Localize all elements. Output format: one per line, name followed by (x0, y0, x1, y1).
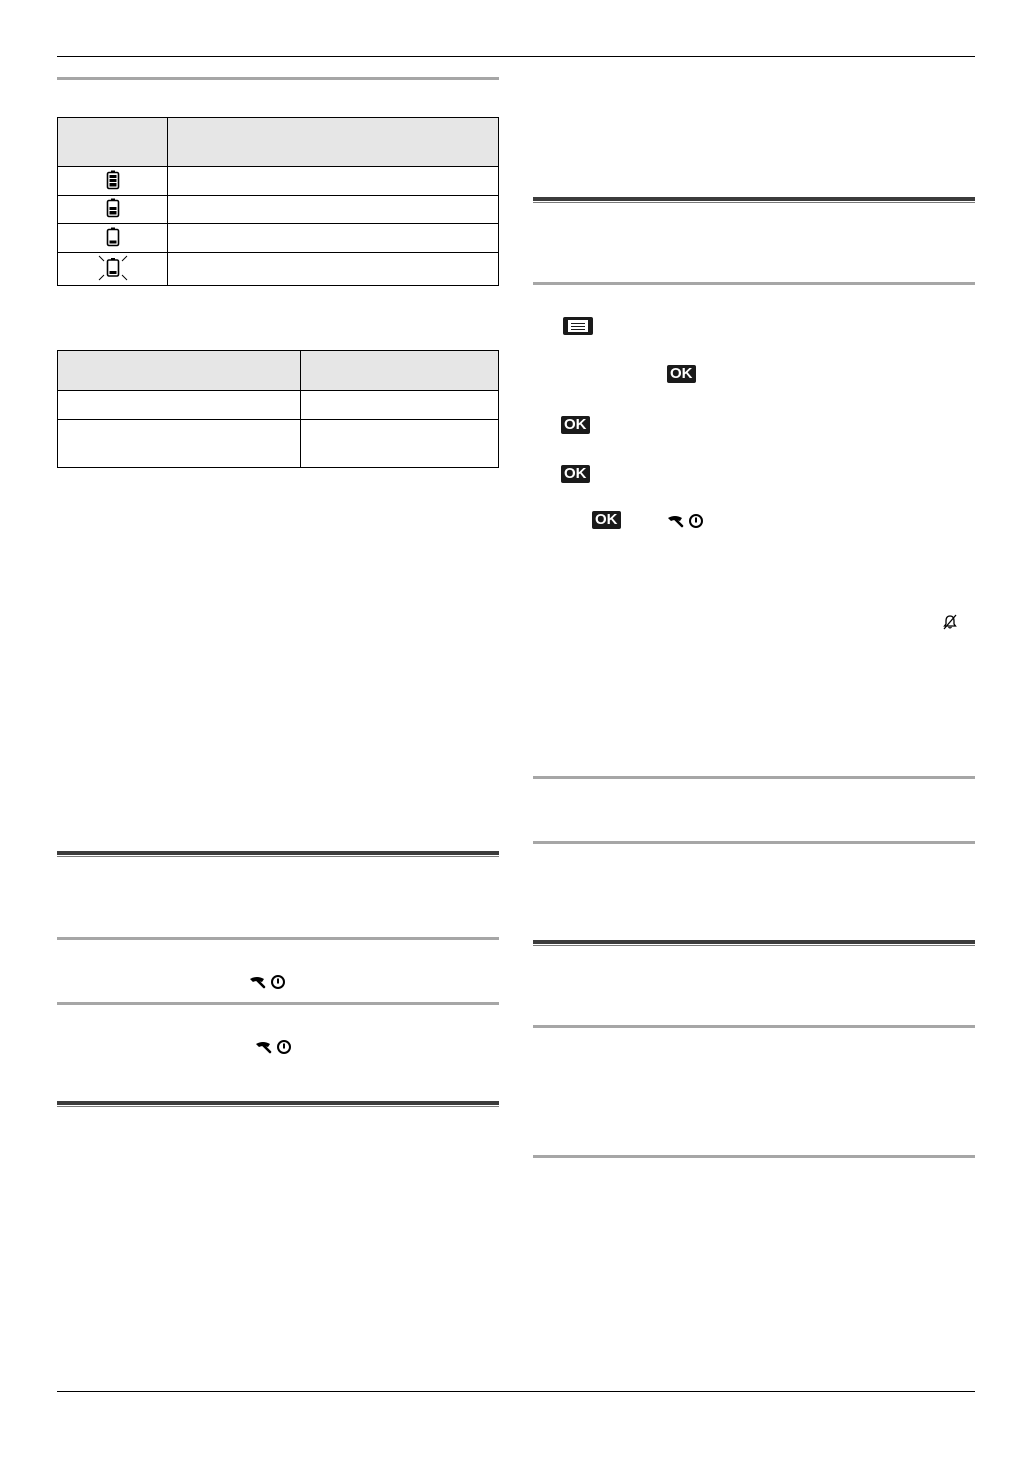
battery-low-icon (106, 227, 120, 247)
table-row (58, 224, 499, 253)
table-cell (168, 224, 499, 253)
battery-level-table (57, 117, 499, 286)
section-rule (533, 197, 975, 204)
table-cell (58, 391, 301, 420)
battery-icon-cell (58, 167, 168, 196)
subsection-rule (533, 1155, 975, 1158)
ok-key-icon: OK (561, 465, 590, 483)
table-header-cell (168, 118, 499, 167)
section-rule (57, 1101, 499, 1108)
table-row (58, 420, 499, 468)
off-key-icon (666, 513, 706, 529)
ok-key-icon: OK (667, 365, 696, 383)
table-cell (168, 253, 499, 286)
table-cell (301, 391, 499, 420)
section-rule (533, 940, 975, 947)
table-header-cell (58, 118, 168, 167)
battery-icon-cell (58, 196, 168, 224)
table-row (58, 253, 499, 286)
table-cell (58, 420, 301, 468)
table-row (58, 167, 499, 196)
subsection-rule (57, 1002, 499, 1005)
battery-empty-flashing-icon (95, 254, 131, 282)
table-header-cell (301, 351, 499, 391)
footer-rule (57, 1391, 975, 1392)
menu-key-icon (563, 317, 593, 335)
operating-time-table (57, 350, 499, 468)
table-cell (168, 167, 499, 196)
battery-full-icon (106, 170, 120, 190)
battery-medium-icon (106, 198, 120, 218)
subsection-rule (57, 937, 499, 940)
subsection-rule (533, 282, 975, 285)
section-rule (57, 851, 499, 858)
ok-key-icon: OK (561, 416, 590, 434)
subsection-rule (533, 1025, 975, 1028)
header-rule (57, 56, 975, 57)
table-header-cell (58, 351, 301, 391)
subsection-rule (533, 841, 975, 844)
off-key-icon (248, 974, 288, 990)
battery-icon-cell (58, 253, 168, 286)
table-row (58, 196, 499, 224)
subsection-rule (57, 77, 499, 80)
table-cell (301, 420, 499, 468)
off-key-icon (254, 1039, 294, 1055)
ok-key-icon: OK (592, 511, 621, 529)
table-row (58, 391, 499, 420)
ringer-off-icon (942, 614, 958, 630)
table-cell (168, 196, 499, 224)
subsection-rule (533, 776, 975, 779)
battery-icon-cell (58, 224, 168, 253)
